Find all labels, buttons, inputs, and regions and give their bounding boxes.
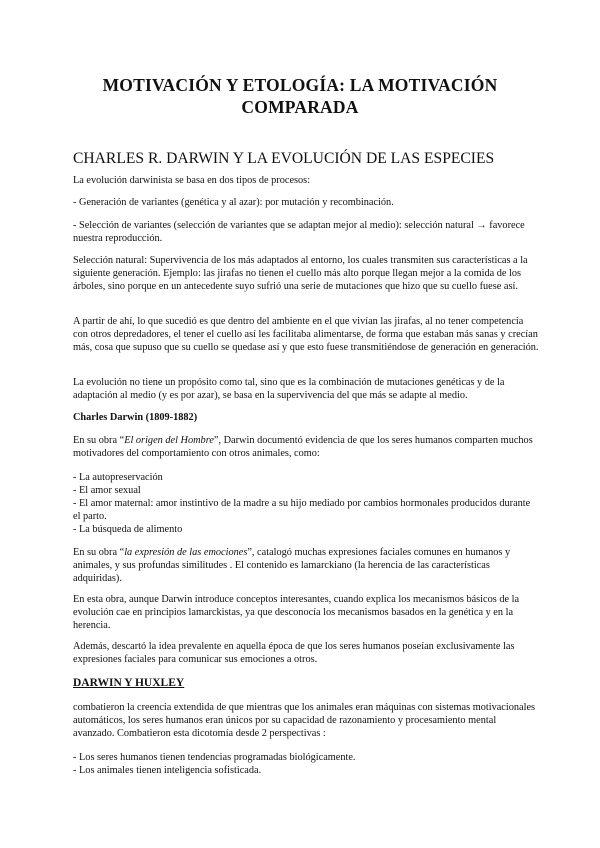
paragraph-a-partir: A partir de ahí, lo que sucedió es que dentro del ambiente en el que vivían las jirafas, al no tener competencia con otros depredadores, el tener el cuello así les facilitaba alimentarse, de forma que estaban más sanas y crecían más, cosa que supuso que su cuello se quedase así y que esto fuese transmitiéndose de generación en generación. <box>73 316 539 353</box>
obra1-suffix: ”, Darwin documentó evidencia de que los seres humanos comparten muchos motivadores del comportamiento con otros animales, como: <box>73 435 533 459</box>
obra2-suffix: ”, catalogó muchas expresiones faciales comunes en humanos y animales, y sus profundas similitudes . El contenido es lamarckiano (la herencia de las características adquiridas). <box>73 547 511 584</box>
list-item: - Los animales tienen inteligencia sofisticada. <box>73 765 262 776</box>
paragraph-seleccion: - Selección de variantes (selección de variantes que se adaptan mejor al medio): selección natural → favorece nuestra reproducción. <box>73 220 525 244</box>
paragraph-origen-hombre <box>73 434 539 460</box>
paragraph-lamarckistas: En esta obra, aunque Darwin introduce conceptos interesantes, cuando explica los mecanismos básicos de la evolución cae en principios lamarckistas, ya que desconocía los mecanismos basados en la genética y en la herencia. <box>73 594 520 631</box>
section-heading-darwin-huxley: DARWIN Y HUXLEY <box>73 677 185 689</box>
list-item: - El amor sexual <box>73 485 141 496</box>
darwin-subheading: Charles Darwin (1809-1882) <box>73 412 198 423</box>
motivators-list <box>73 471 539 536</box>
paragraph-variantes: - Generación de variantes (genética y al azar): por mutación y recombinación. <box>73 197 394 208</box>
title-line-1: MOTIVACIÓN Y ETOLOGÍA: LA MOTIVACIÓN <box>102 75 498 95</box>
document-title <box>72 74 528 118</box>
obra1-prefix: En su obra “ <box>73 435 125 446</box>
paragraph-intro: La evolución darwinista se basa en dos tipos de procesos: <box>73 175 311 186</box>
paragraph-ademas: Además, descartó la idea prevalente en aquella época de que los seres humanos poseían exclusivamente las expresiones faciales para comunicar sus emociones a otros. <box>73 641 515 665</box>
paragraph-proposito: La evolución no tiene un propósito como tal, sino que es la combinación de mutaciones genéticas y de la adaptación al medio (y es por azar), se basa en la supervivencia del que más se adapte al medio. <box>73 377 505 401</box>
list-item: - La búsqueda de alimento <box>73 524 183 535</box>
obra1-title: El origen del Hombre <box>124 435 214 446</box>
list-item: - Los seres humanos tienen tendencias programadas biológicamente. <box>73 752 356 763</box>
obra2-title: la expresión de las emociones <box>124 547 248 558</box>
obra2-prefix: En su obra “ <box>73 547 125 558</box>
list-item: - El amor maternal: amor instintivo de la madre a su hijo mediado por cambios hormonales producidos durante el parto. <box>73 498 531 522</box>
paragraph-expresion-emociones <box>73 546 539 585</box>
paragraph-huxley: combatieron la creencia extendida de que mientras que los animales eran máquinas con sistemas motivacionales automáticos, los seres humanos eran únicos por su capacidad de razonamiento y procesamiento mental avanzado. Combatieron esta dicotomía desde 2 perspectivas : <box>73 702 536 739</box>
paragraph-seleccion-natural: Selección natural: Supervivencia de los más adaptados al entorno, los cuales transmiten sus características a la siguiente generación. Ejemplo: las jirafas no tienen el cuello más alto porque llegan mejor a la comida de los árboles, sino porque en un antecedente suyo sufrió una serie de mutaciones que hizo que su cuello fuese así. <box>73 255 528 292</box>
perspectives-list <box>73 751 539 777</box>
list-item: - La autopreservación <box>73 472 163 483</box>
title-line-2: COMPARADA <box>241 97 359 117</box>
section-heading-darwin-evolucion: CHARLES R. DARWIN Y LA EVOLUCIÓN DE LAS ESPECIES <box>73 150 495 167</box>
